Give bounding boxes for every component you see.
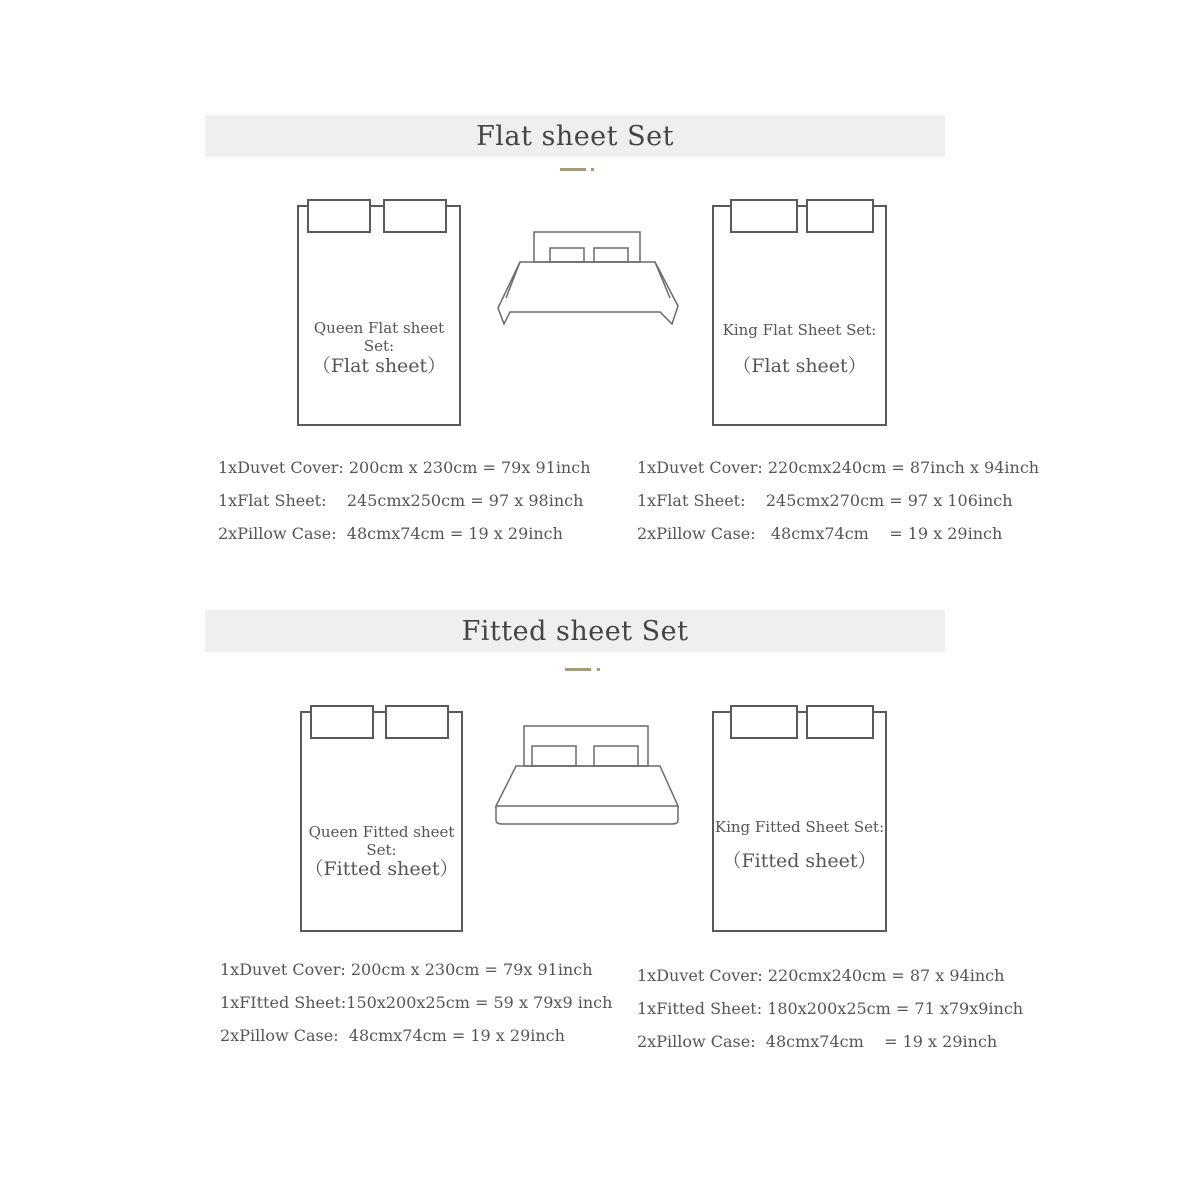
queen-flat-label: Queen Flat sheet Set: <box>313 319 445 355</box>
pillow-left <box>307 199 371 233</box>
king-fitted-label: King Fitted Sheet Set: <box>714 818 885 836</box>
queen-flat-spec-3: 2xPillow Case: 48cmx74cm = 19 x 29inch <box>218 524 563 543</box>
accent-dot <box>591 168 594 171</box>
king-flat-sub: （Flat sheet） <box>732 355 867 377</box>
pillow-left <box>730 705 798 739</box>
section-title-flat: Flat sheet Set <box>476 120 674 152</box>
section-title-fitted: Fitted sheet Set <box>461 615 689 647</box>
pillow-right <box>806 199 874 233</box>
king-fitted-sub: （Fitted sheet） <box>722 850 877 872</box>
pillow-left <box>310 705 374 739</box>
pillow-left <box>730 199 798 233</box>
king-flat-spec-1: 1xDuvet Cover: 220cmx240cm = 87inch x 94inch <box>637 458 1040 477</box>
pillow-right <box>385 705 449 739</box>
king-fitted-bed-diagram <box>712 711 887 932</box>
flat-bed-illustration <box>490 228 690 338</box>
section-banner-fitted <box>205 610 945 652</box>
king-fitted-spec-1: 1xDuvet Cover: 220cmx240cm = 87 x 94inch <box>637 966 1005 985</box>
king-flat-spec-3: 2xPillow Case: 48cmx74cm = 19 x 29inch <box>637 524 1003 543</box>
accent-bar <box>565 668 591 671</box>
fitted-bed-illustration <box>490 724 690 829</box>
queen-fitted-spec-1: 1xDuvet Cover: 200cm x 230cm = 79x 91inch <box>220 960 593 979</box>
king-fitted-spec-3: 2xPillow Case: 48cmx74cm = 19 x 29inch <box>637 1032 998 1051</box>
queen-flat-sub: （Flat sheet） <box>311 355 447 377</box>
accent-dot <box>597 668 600 671</box>
king-flat-spec-2: 1xFlat Sheet: 245cmx270cm = 97 x 106inch <box>637 491 1013 510</box>
king-flat-label: King Flat Sheet Set: <box>722 321 877 339</box>
accent-bar <box>560 168 586 171</box>
queen-flat-spec-1: 1xDuvet Cover: 200cm x 230cm = 79x 91inch <box>218 458 591 477</box>
queen-fitted-spec-2: 1xFItted Sheet:150x200x25cm = 59 x 79x9 inch <box>220 993 613 1012</box>
queen-fitted-sub: （Fitted sheet） <box>304 858 459 880</box>
king-fitted-spec-2: 1xFitted Sheet: 180x200x25cm = 71 x79x9inch <box>637 999 1024 1018</box>
queen-flat-spec-2: 1xFlat Sheet: 245cmx250cm = 97 x 98inch <box>218 491 584 510</box>
king-flat-bed-diagram <box>712 205 887 426</box>
section-banner-flat <box>205 115 945 157</box>
queen-fitted-bed-diagram <box>300 711 463 932</box>
queen-fitted-label: Queen Fitted sheet Set: <box>308 823 455 859</box>
pillow-right <box>806 705 874 739</box>
queen-fitted-spec-3: 2xPillow Case: 48cmx74cm = 19 x 29inch <box>220 1026 565 1045</box>
pillow-right <box>383 199 447 233</box>
queen-flat-bed-diagram <box>297 205 461 426</box>
